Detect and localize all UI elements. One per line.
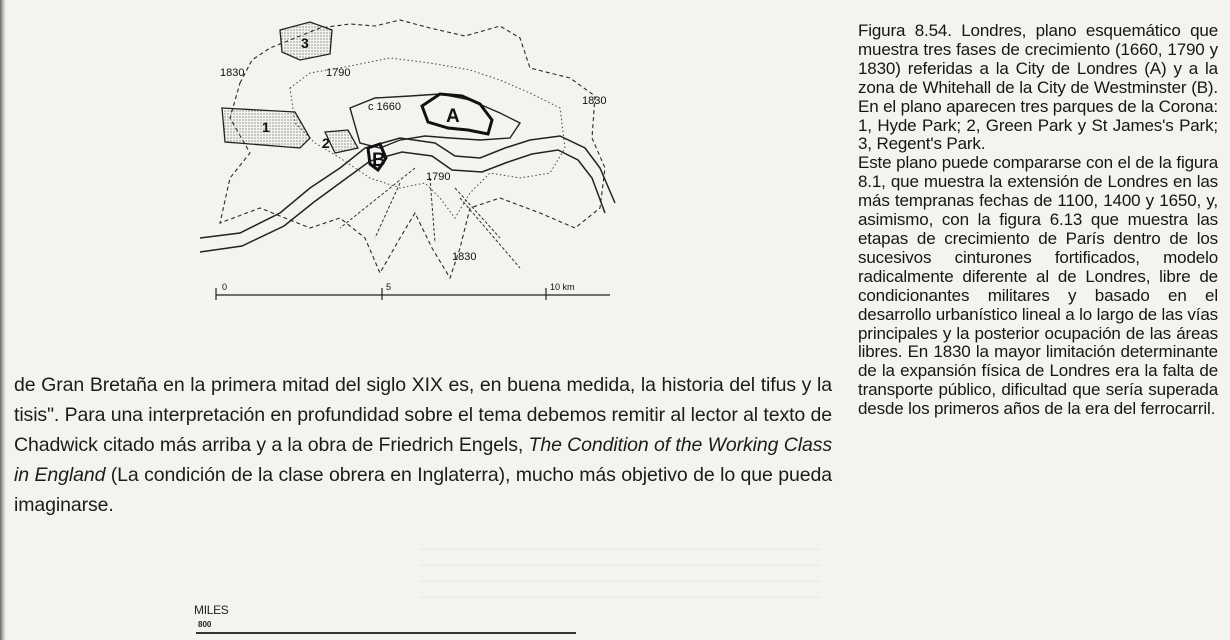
caption-paragraph-1: Figura 8.54. Londres, plano esquemático que muestra tres fases de crecimiento (1660, 1790 y 1830) referidas a la City de Londres (A) y a la zona de Whitehall de la City de Westminster (B). En el plano aparecen tres parques de la Corona: 1, Hyde Park; 2, Green Park y St James's Park; 3, Regent's Park.: [858, 21, 1218, 154]
label-1830-right: 1830: [582, 95, 607, 107]
label-park-1: 1: [262, 119, 270, 135]
scale-tick-0: 0: [222, 282, 228, 292]
label-1790-south: 1790: [426, 171, 451, 183]
chart-unit-label: MILES: [194, 603, 229, 617]
label-zone-b: B: [372, 150, 386, 171]
body-paragraph: [14, 370, 832, 520]
bleed-through-text: [420, 548, 820, 608]
map-svg: [200, 8, 620, 308]
park-2-green: [325, 130, 358, 153]
london-growth-map: [200, 8, 620, 308]
chart-top-axis-line: [196, 632, 576, 634]
label-zone-a: A: [446, 106, 460, 127]
label-c1660: c 1660: [368, 101, 402, 113]
scale-tick-10km: 10 km: [550, 282, 575, 292]
river-thames-south-bank: [200, 150, 605, 252]
label-1790-top: 1790: [326, 67, 351, 79]
figure-caption: [858, 22, 1218, 419]
body-text-before: de Gran Bretaña en la primera mitad del siglo XIX es, en buena medida, la historia del tifus y la tisis". Para una interpretación en profundidad sobre el tema debemos remitir al lector al texto de Chadwick citado más arriba y a la obra de Friedrich Engels,: [14, 374, 832, 456]
boundary-1830: [220, 20, 605, 278]
label-park-3: 3: [301, 35, 309, 51]
label-1830-left: 1830: [220, 67, 245, 79]
label-park-2: 2: [322, 135, 330, 151]
caption-paragraph-2: Este plano puede compararse con el de la figura 8.1, que muestra la extensión de Londres en las más tempranas fechas de 1100, 1400 y 1650, y, asimismo, con la figura 6.13 que muestra las etapas de crecimiento de París dentro de los sucesivos cinturones fortificados, modelo radicalmente diferente al de Londres, libre de condicionantes militares y basado en el desarrollo urbanístico lineal a lo largo de las vías principales y la posterior ocupación de las áreas libres. En 1830 la mayor limitación determinante de la expansión física de Londres era la falta de transporte público, dificultad que sería superada desde los primeros años de la era del ferrocarril.: [858, 153, 1218, 419]
page-gutter-shadow: [0, 0, 6, 640]
body-text-after: (La condición de la clase obrera en Inglaterra), mucho más objetivo de lo que pueda imaginarse.: [14, 464, 832, 516]
chart-top-tick: 800: [198, 620, 212, 629]
book-title: The Condition of the Working Class in England: [14, 434, 832, 486]
scale-tick-5: 5: [386, 282, 392, 292]
body-text: [14, 370, 832, 520]
roads-south: [340, 168, 520, 268]
label-1830-south: 1830: [452, 251, 477, 263]
